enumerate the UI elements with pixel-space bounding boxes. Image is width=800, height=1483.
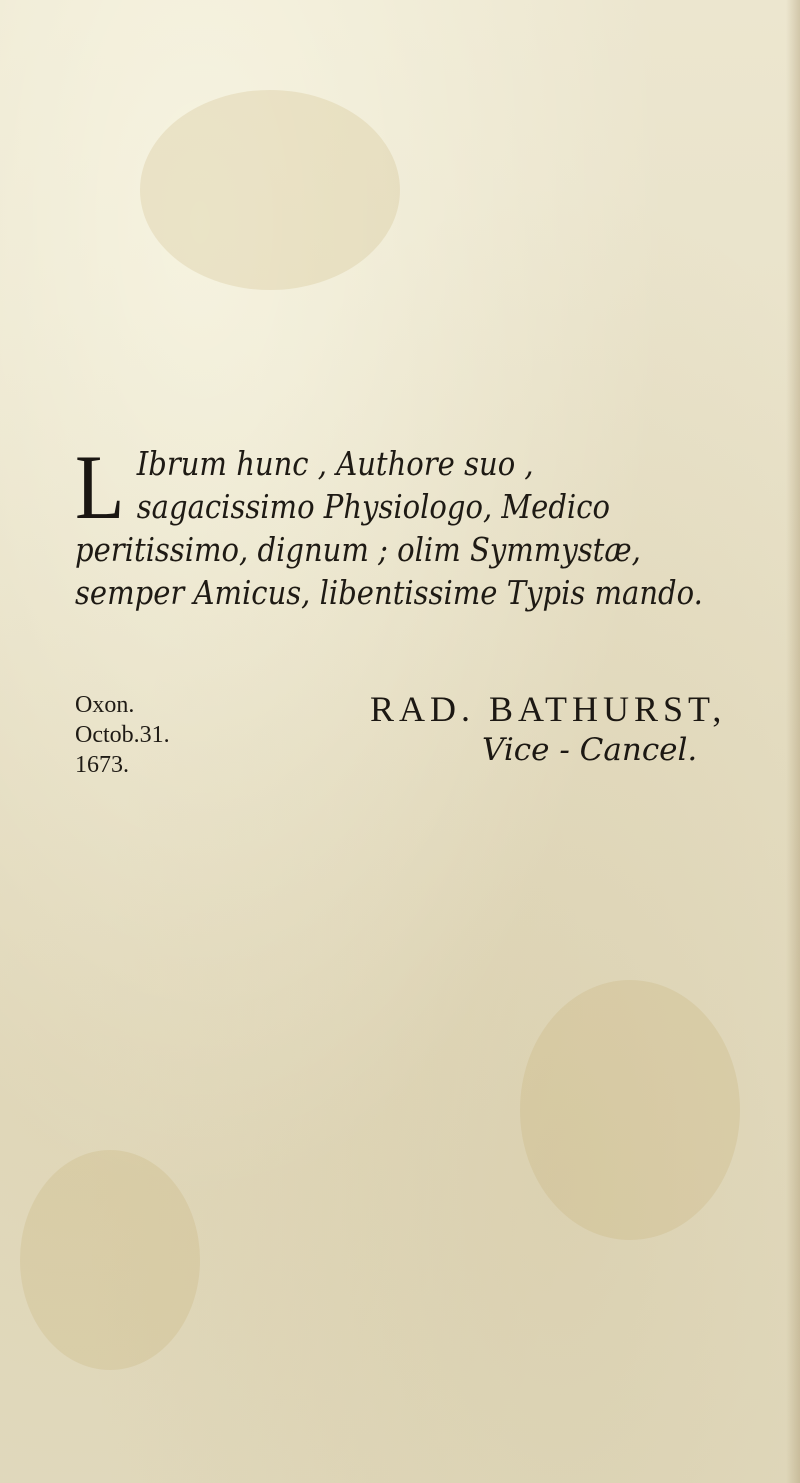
signatory-name: RAD. BATHURST, [370,689,727,729]
place-label: Oxon. [75,692,135,718]
drop-cap-initial: L [75,436,125,538]
signature-block [370,688,795,770]
imprimatur-text: Ibrum hunc , Authore suo , sagacissimo Physiologo, Medico peritissimo, dignum ; olim Symmystæ, semper Amicus, libentissime Typis mando. [75,444,703,612]
signatory-office: Vice - Cancel. [482,732,698,768]
place-and-date [75,690,235,780]
year-label: 1673. [75,752,129,778]
date-label: Octob.31. [75,722,170,748]
imprimatur-paragraph [75,436,709,614]
